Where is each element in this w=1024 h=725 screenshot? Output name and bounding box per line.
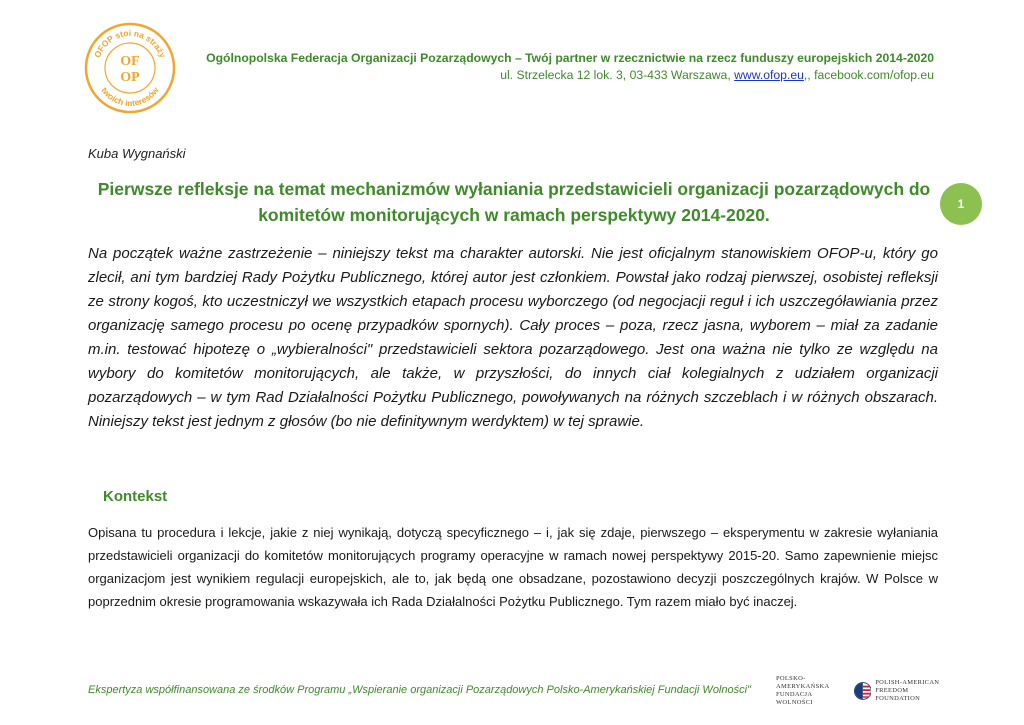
header-address-suffix: ,, facebook.com/ofop.eu	[803, 68, 934, 82]
logo-top-text: OFOP stoi na straży	[91, 27, 169, 60]
section-heading: Kontekst	[103, 488, 168, 505]
logo-monogram-top: OF	[120, 54, 140, 69]
header-address-prefix: ul. Strzelecka 12 lok. 3, 03-433 Warszawa,	[500, 68, 735, 82]
intro-paragraph: Na początek ważne zastrzeżenie – niniejszy tekst ma charakter autorski. Nie jest oficjalnym stanowiskiem OFOP-u, który go zlecił, ani tym bardziej Rady Pożytku Publicznego, której autor jest członkiem. Powstał jako rodzaj pierwszej, osobistej refleksji ze strony kogoś, kto uczestniczył we wszystkich etapach procesu wyborczego (od negocjacji reguł i ich uszczegóławiania przez organizację samego procesu po ocenę przypadków spornych). Cały proces – poza, rzecz jasna, wyborem – miał za zadanie m.in. testować hipotezę o „wybieralności" przedstawicieli sektora pozarządowego. Jest ona ważna nie tylko ze względu na wybory do komitetów monitorujących, ale także, w przyszłości, do innych ciał kolegialnych z udziałem organizacji pozarządowych – w tym Rad Działalności Pożytku Publicznego, powoływanych na różnych szczeblach i w różnych obszarach. Niniejszy tekst jest jednym z głosów (bo nie definitywnym werdyktem) w tej sprawie.	[88, 245, 938, 430]
header-website-link[interactable]: www.ofop.eu	[734, 68, 804, 82]
paff-en-line1: POLISH-AMERICAN	[875, 679, 940, 686]
paff-english-name	[875, 679, 946, 703]
header-org-line: Ogólnopolska Federacja Organizacji Pozarządowych – Twój partner w rzecznictwie na rzecz funduszy europejskich 2014-2020	[206, 51, 934, 65]
ofop-logo	[84, 22, 176, 114]
paff-pl-line2: FUNDACJA WOLNOŚCI	[776, 691, 813, 706]
paff-emblem-icon	[854, 680, 872, 702]
document-title: Pierwsze refleksje na temat mechanizmów wyłaniania przedstawicieli organizacji pozarządowych do komitetów monitorujących w ramach perspektywy 2014-2020.	[97, 179, 931, 225]
paff-polish-name	[776, 675, 850, 707]
logo-monogram-bottom: OP	[120, 70, 140, 85]
header-address	[206, 67, 934, 84]
page-number-badge: 1	[940, 183, 982, 225]
author-name: Kuba Wygnański	[88, 146, 186, 161]
paff-logo	[776, 676, 946, 706]
logo-bottom-text: twoich interesów	[99, 85, 161, 109]
page-header	[206, 50, 934, 84]
section-body: Opisana tu procedura i lekcje, jakie z niej wynikają, dotyczą specyficznego – i, jak się zdaje, pierwszego – eksperymentu w zakresie wyłaniania przedstawicieli organizacji do komitetów monitorujących programy operacyjne w ramach nowej perspektywy 2015-20. Samo zapewnienie miejsc organizacjom jest wynikiem regulacji europejskich, ale to, jak będą one obsadzane, pozostawiono decyzji poszczególnych krajów. W Polsce w poprzednim okresie programowania wskazywała ich Rada Działalności Pożytku Publicznego. Tym razem miało być inaczej.	[88, 525, 938, 609]
paff-en-line2: FREEDOM FOUNDATION	[875, 687, 921, 702]
svg-text:twoich interesów	[99, 85, 161, 108]
footer-funding-note: Ekspertyza współfinansowana ze środków Programu „Wspieranie organizacji Pozarządowych Polsko-Amerykańskiej Fundacji Wolności"	[88, 684, 751, 696]
paff-pl-line1: POLSKO-AMERYKAŃSKA	[776, 675, 830, 690]
